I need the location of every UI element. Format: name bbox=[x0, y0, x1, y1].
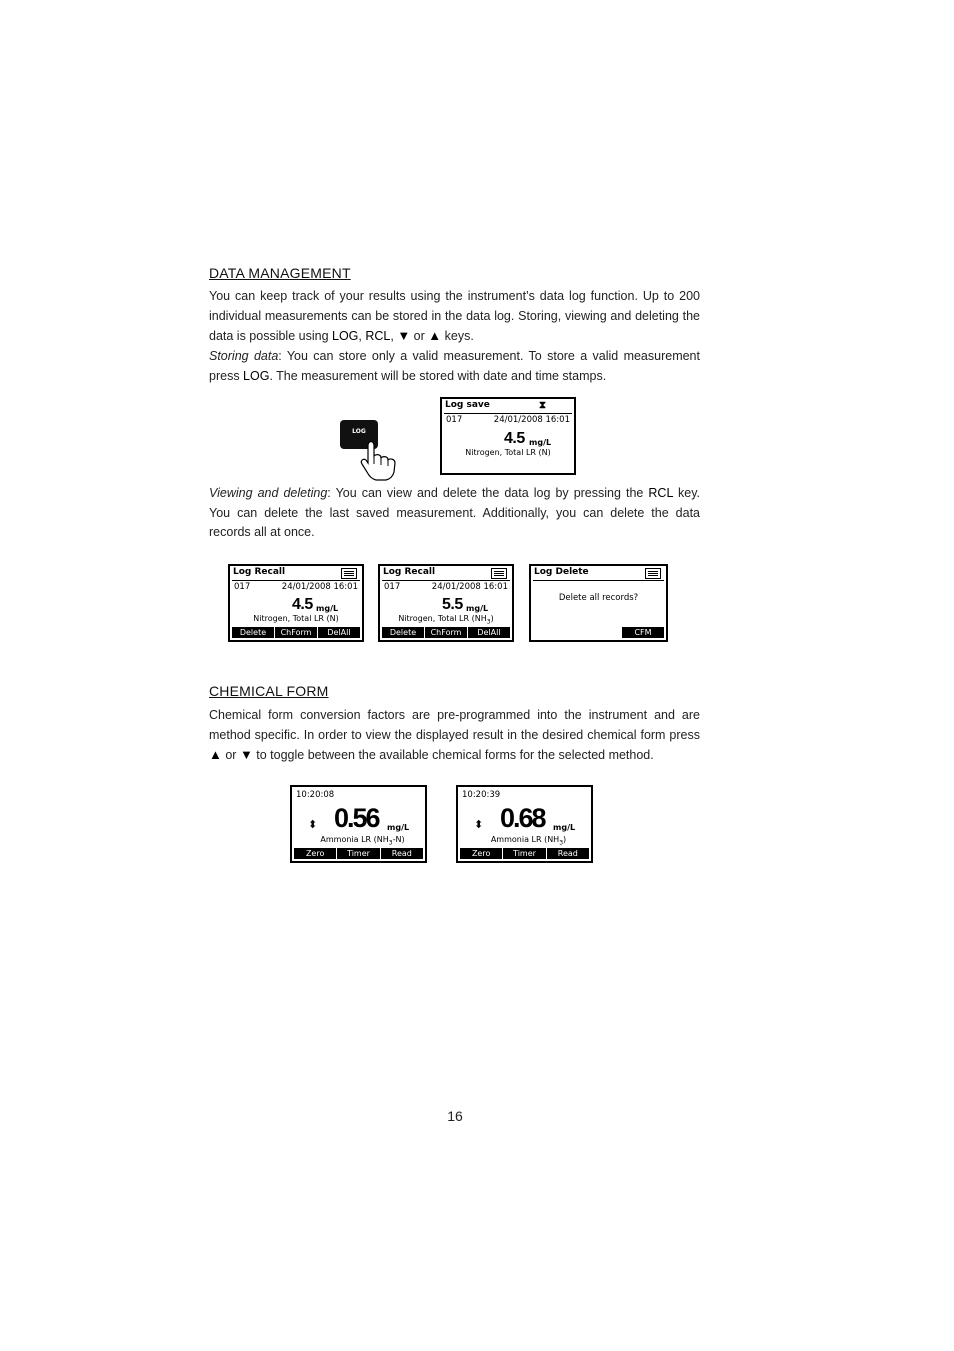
storing-text-end: . The measurement will be stored with date and time stamps. bbox=[269, 368, 607, 383]
measurement-unit: mg/L bbox=[553, 823, 576, 832]
record-number: 017 bbox=[446, 415, 463, 425]
divider bbox=[444, 413, 572, 414]
record-datetime: 24/01/2008 16:01 bbox=[493, 415, 570, 425]
intro-text: You can keep track of your results using the instrument’s data log function. Up to 200 individual measurements can be stored in the data log. Storing, viewing and deleting the data is possible using bbox=[209, 289, 700, 343]
chemical-form-paragraph bbox=[209, 706, 700, 766]
key-log: LOG bbox=[243, 368, 270, 383]
log-icon bbox=[645, 568, 661, 579]
softkey-delete[interactable]: Delete bbox=[382, 627, 424, 638]
softkey-bar bbox=[382, 627, 510, 638]
method-text: Ammonia LR (NH bbox=[320, 835, 389, 844]
viewing-paragraph bbox=[209, 484, 700, 543]
log-button-label: LOG bbox=[352, 428, 366, 435]
softkey-read[interactable]: Read bbox=[547, 848, 589, 859]
lcd-chemical-form-2 bbox=[456, 785, 593, 863]
method-text-end: ) bbox=[563, 835, 567, 844]
or-word: or bbox=[221, 748, 240, 762]
method-name bbox=[466, 835, 591, 847]
intro-paragraph bbox=[209, 287, 700, 347]
screen-title: Log Recall bbox=[383, 567, 436, 577]
method-name bbox=[380, 614, 512, 626]
hourglass-icon: ⧗ bbox=[538, 400, 546, 411]
record-number: 017 bbox=[384, 582, 401, 592]
log-key-illustration bbox=[338, 418, 400, 482]
softkey-delete[interactable]: Delete bbox=[232, 627, 274, 638]
storing-label: Storing data bbox=[209, 349, 279, 363]
measurement-value: 4.5 bbox=[504, 430, 525, 447]
clock-time: 10:20:08 bbox=[296, 790, 335, 800]
separator: , bbox=[390, 329, 398, 343]
key-rcl: RCL bbox=[365, 329, 391, 343]
measurement-value: 0.56 bbox=[334, 803, 379, 833]
divider bbox=[533, 580, 664, 581]
softkey-timer[interactable]: Timer bbox=[337, 848, 379, 859]
measurement-value: 5.5 bbox=[442, 596, 463, 613]
softkey-read[interactable]: Read bbox=[381, 848, 423, 859]
updown-arrows-icon: ⬍ bbox=[308, 818, 318, 831]
method-text-end: ) bbox=[490, 614, 494, 623]
softkey-bar bbox=[232, 627, 360, 638]
method-name: Nitrogen, Total LR (N) bbox=[253, 614, 339, 623]
record-datetime: 24/01/2008 16:01 bbox=[431, 582, 508, 592]
method-text-end: -N) bbox=[392, 835, 405, 844]
lcd-chemical-form-1 bbox=[290, 785, 427, 863]
down-arrow-icon: ▼ bbox=[239, 747, 253, 762]
softkey-zero[interactable]: Zero bbox=[460, 848, 502, 859]
lcd-log-delete bbox=[529, 564, 668, 642]
measurement-unit: mg/L bbox=[316, 604, 339, 613]
delete-question: Delete all records? bbox=[558, 593, 639, 603]
down-arrow-icon: ▼ bbox=[397, 328, 411, 343]
method-name: Nitrogen, Total LR (N) bbox=[465, 448, 551, 457]
viewing-text: : You can view and delete the data log by pressing the bbox=[327, 486, 649, 500]
method-text: Nitrogen, Total LR (NH bbox=[398, 614, 487, 623]
key-log: LOG bbox=[332, 329, 359, 343]
measurement-value: 0.68 bbox=[500, 803, 545, 833]
up-arrow-icon: ▲ bbox=[209, 747, 222, 762]
chemical-form-text-end: to toggle between the available chemical forms for the selected method. bbox=[252, 748, 654, 762]
measurement-value: 4.5 bbox=[292, 596, 313, 613]
page-number: 16 bbox=[447, 1108, 463, 1124]
softkey-zero[interactable]: Zero bbox=[294, 848, 336, 859]
screen-title: Log Recall bbox=[233, 567, 286, 577]
measurement-unit: mg/L bbox=[466, 604, 489, 613]
intro-end: keys. bbox=[441, 329, 474, 343]
method-name bbox=[300, 835, 425, 847]
viewing-text-end: key. You can delete the last saved measurement. Additionally, you can delete the data records all at once. bbox=[209, 486, 700, 539]
softkey-delall[interactable]: DelAll bbox=[468, 627, 510, 638]
lcd-log-save bbox=[440, 397, 576, 475]
screen-title: Log Delete bbox=[534, 567, 589, 577]
screen-title: Log save bbox=[445, 400, 490, 410]
log-icon bbox=[491, 568, 507, 579]
viewing-label: Viewing and deleting bbox=[209, 486, 328, 500]
measurement-unit: mg/L bbox=[529, 438, 552, 447]
softkey-bar bbox=[294, 848, 423, 859]
method-text: Ammonia LR (NH bbox=[490, 835, 560, 844]
clock-time: 10:20:39 bbox=[462, 790, 501, 800]
measurement-unit: mg/L bbox=[387, 823, 410, 832]
lcd-log-recall-1 bbox=[228, 564, 364, 642]
section-heading-data-management: DATA MANAGEMENT bbox=[209, 265, 351, 281]
record-number: 017 bbox=[234, 582, 251, 592]
section-heading-chemical-form: CHEMICAL FORM bbox=[209, 683, 329, 699]
method-subscript: 3 bbox=[486, 618, 491, 626]
lcd-log-recall-2 bbox=[378, 564, 514, 642]
method-subscript: 3 bbox=[559, 839, 564, 847]
softkey-chform[interactable]: ChForm bbox=[275, 627, 317, 638]
separator: , bbox=[358, 329, 366, 343]
divider bbox=[382, 580, 510, 581]
softkey-bar bbox=[460, 848, 589, 859]
or-word: or bbox=[410, 329, 429, 343]
record-datetime: 24/01/2008 16:01 bbox=[281, 582, 358, 592]
updown-arrows-icon: ⬍ bbox=[474, 818, 484, 831]
method-subscript: 3 bbox=[388, 839, 393, 847]
up-arrow-icon: ▲ bbox=[428, 328, 442, 343]
divider bbox=[232, 580, 360, 581]
chemical-form-text: Chemical form conversion factors are pre-programmed into the instrument and are method specific. In order to view the displayed result in the desired chemical form press bbox=[209, 708, 700, 742]
softkey-timer[interactable]: Timer bbox=[503, 848, 545, 859]
log-icon bbox=[341, 568, 357, 579]
softkey-chform[interactable]: ChForm bbox=[425, 627, 467, 638]
softkey-cfm[interactable]: CFM bbox=[622, 627, 664, 638]
storing-paragraph bbox=[209, 347, 700, 386]
softkey-delall[interactable]: DelAll bbox=[318, 627, 360, 638]
key-rcl: RCL bbox=[648, 486, 673, 500]
storing-text: : You can store only a valid measurement. To store a valid measurement press bbox=[209, 349, 700, 383]
